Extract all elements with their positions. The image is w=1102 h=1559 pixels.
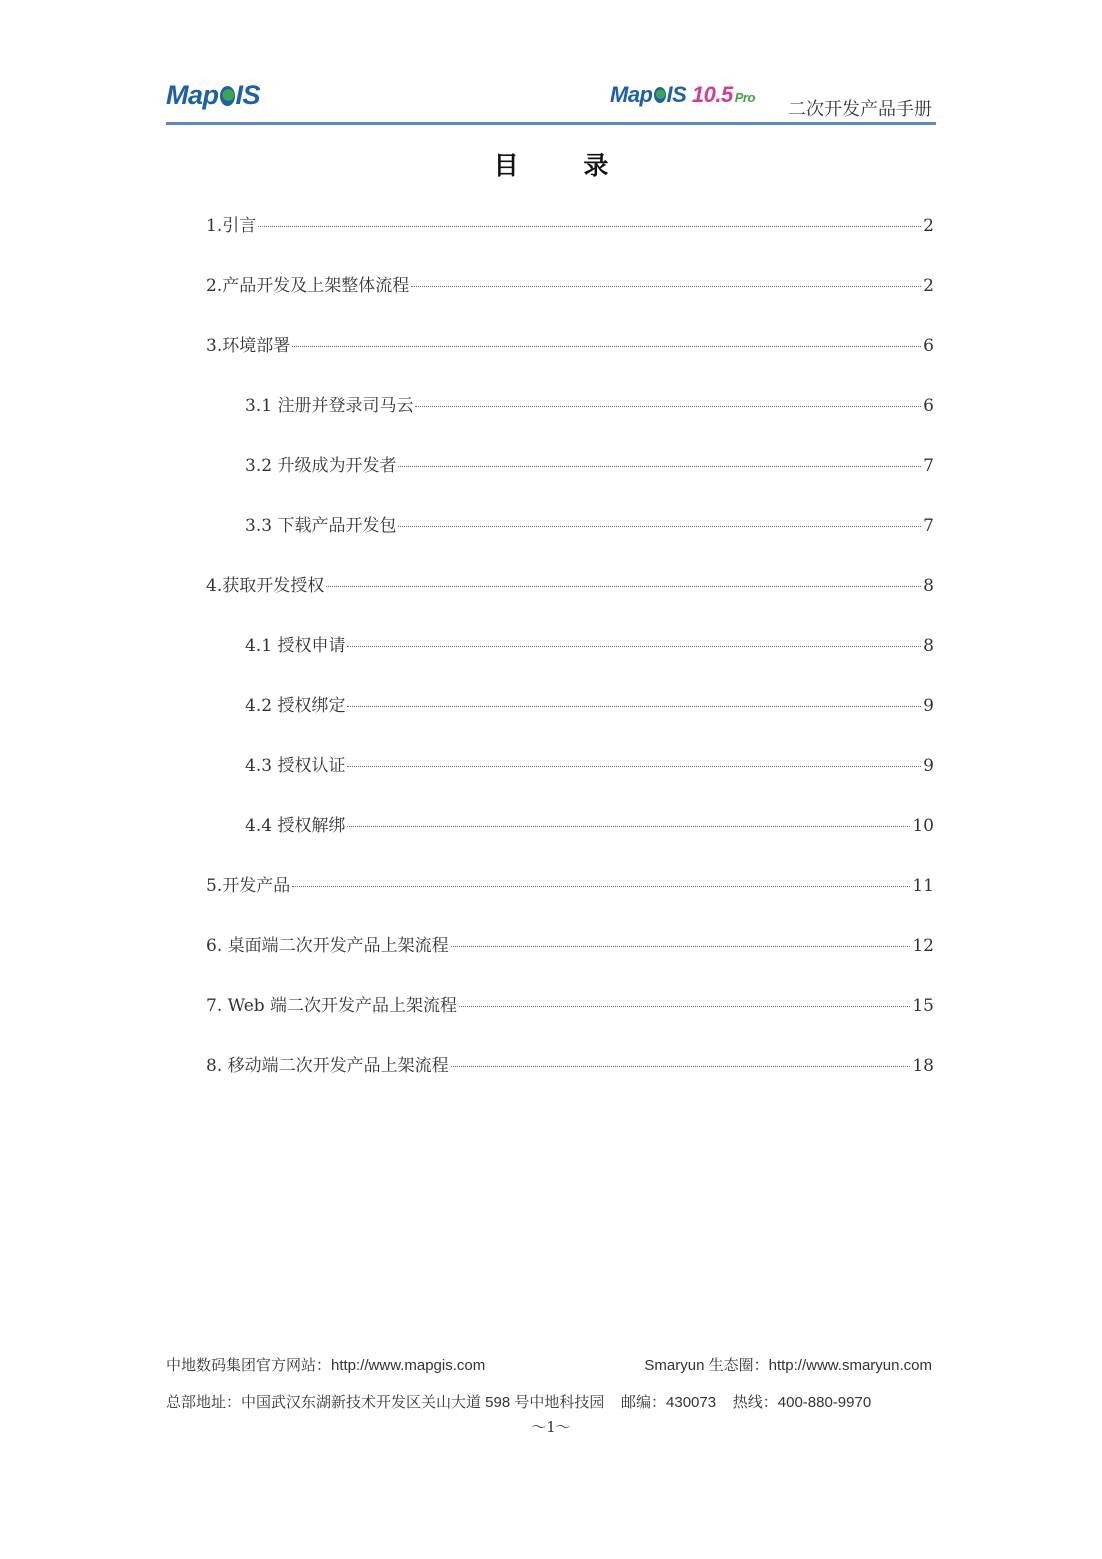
toc-leader-dots — [459, 1006, 910, 1007]
toc-entry-text: 3.2 升级成为开发者 — [245, 456, 397, 476]
toc-entry[interactable] — [245, 391, 934, 421]
toc-entry-page: 9 — [923, 696, 934, 716]
toc-leader-dots — [398, 526, 921, 527]
globe-icon — [654, 87, 666, 103]
logo-text-pre: Map — [166, 80, 219, 110]
toc-leader-dots — [258, 226, 921, 227]
toc-entry-page: 9 — [923, 756, 934, 776]
footer-website[interactable]: 中地数码集团官方网站：http://www.mapgis.com — [166, 1357, 486, 1374]
toc-entry-page: 12 — [912, 936, 934, 956]
toc-entry-text: 6. 桌面端二次开发产品上架流程 — [206, 936, 449, 956]
toc-entry-text: 5.开发产品 — [206, 876, 291, 896]
globe-icon — [220, 86, 235, 106]
toc-entry[interactable] — [206, 871, 934, 901]
toc-entry-text: 4.1 授权申请 — [245, 636, 346, 656]
toc-entry-page: 7 — [923, 456, 934, 476]
logo-edition: Pro — [734, 90, 755, 105]
toc-entry-page: 6 — [923, 336, 934, 356]
logo-version-number: 10.5 — [691, 82, 733, 107]
toc-entry[interactable] — [206, 211, 934, 241]
toc-leader-dots — [347, 826, 910, 827]
toc-entry[interactable] — [206, 331, 934, 361]
toc-entry-page: 18 — [912, 1056, 934, 1076]
logo-version-text-pre: Map — [610, 82, 653, 107]
toc-entry[interactable] — [245, 691, 934, 721]
toc-entry-page: 10 — [912, 816, 934, 836]
toc-leader-dots — [451, 1066, 911, 1067]
footer-address: 总部地址：中国武汉东湖新技术开发区关山大道 598 号中地科技园 邮编：430073 热线：400-880-9970 — [166, 1394, 872, 1411]
toc-entry-text: 1.引言 — [206, 216, 257, 236]
footer-ecosystem[interactable]: Smaryun 生态圈：http://www.smaryun.com — [644, 1357, 932, 1374]
toc-leader-dots — [326, 586, 921, 587]
toc-entry-text: 4.3 授权认证 — [245, 756, 346, 776]
toc-entry-page: 2 — [923, 276, 934, 296]
document-title: 二次开发产品手册 — [788, 99, 932, 120]
toc-entry[interactable] — [206, 571, 934, 601]
toc-leader-dots — [347, 706, 921, 707]
toc-entry-page: 6 — [923, 396, 934, 416]
toc-heading: 目 录 — [493, 151, 637, 180]
toc-entry[interactable] — [245, 631, 934, 661]
toc-leader-dots — [411, 286, 921, 287]
toc-entry[interactable] — [245, 451, 934, 481]
toc-entry-text: 3.1 注册并登录司马云 — [245, 396, 414, 416]
toc-entry[interactable] — [206, 1051, 934, 1081]
toc-entry[interactable] — [206, 991, 934, 1021]
toc-entry-text: 8. 移动端二次开发产品上架流程 — [206, 1056, 449, 1076]
toc-entry-page: 11 — [912, 876, 934, 896]
logo-version-text-post: IS — [666, 82, 687, 107]
toc-entry-text: 2.产品开发及上架整体流程 — [206, 276, 410, 296]
toc-leader-dots — [451, 946, 911, 947]
mapgis-logo — [166, 80, 260, 111]
header-divider — [166, 122, 936, 125]
toc-entry-page: 8 — [923, 576, 934, 596]
toc-entry-page: 2 — [923, 216, 934, 236]
page-number: ～1～ — [531, 1418, 571, 1436]
toc-entry[interactable] — [206, 931, 934, 961]
toc-leader-dots — [292, 886, 910, 887]
toc-entry-text: 4.获取开发授权 — [206, 576, 325, 596]
toc-entry[interactable] — [245, 751, 934, 781]
toc-entry-text: 7. Web 端二次开发产品上架流程 — [206, 996, 458, 1016]
toc-leader-dots — [415, 406, 921, 407]
mapgis-version-logo — [610, 82, 755, 108]
toc-entry[interactable] — [206, 271, 934, 301]
toc-entry-page: 8 — [923, 636, 934, 656]
toc-leader-dots — [347, 646, 921, 647]
toc-leader-dots — [292, 346, 921, 347]
toc-entry[interactable] — [245, 811, 934, 841]
logo-text-post: IS — [235, 80, 261, 110]
toc-entry-text: 3.3 下载产品开发包 — [245, 516, 397, 536]
toc-entry-page: 7 — [923, 516, 934, 536]
toc-entry-text: 4.2 授权绑定 — [245, 696, 346, 716]
toc-entry[interactable] — [245, 511, 934, 541]
footer-links — [166, 1354, 932, 1375]
toc-entry-text: 3.环境部署 — [206, 336, 291, 356]
toc-entry-page: 15 — [912, 996, 934, 1016]
toc-leader-dots — [347, 766, 921, 767]
toc-entry-text: 4.4 授权解绑 — [245, 816, 346, 836]
toc-leader-dots — [398, 466, 921, 467]
